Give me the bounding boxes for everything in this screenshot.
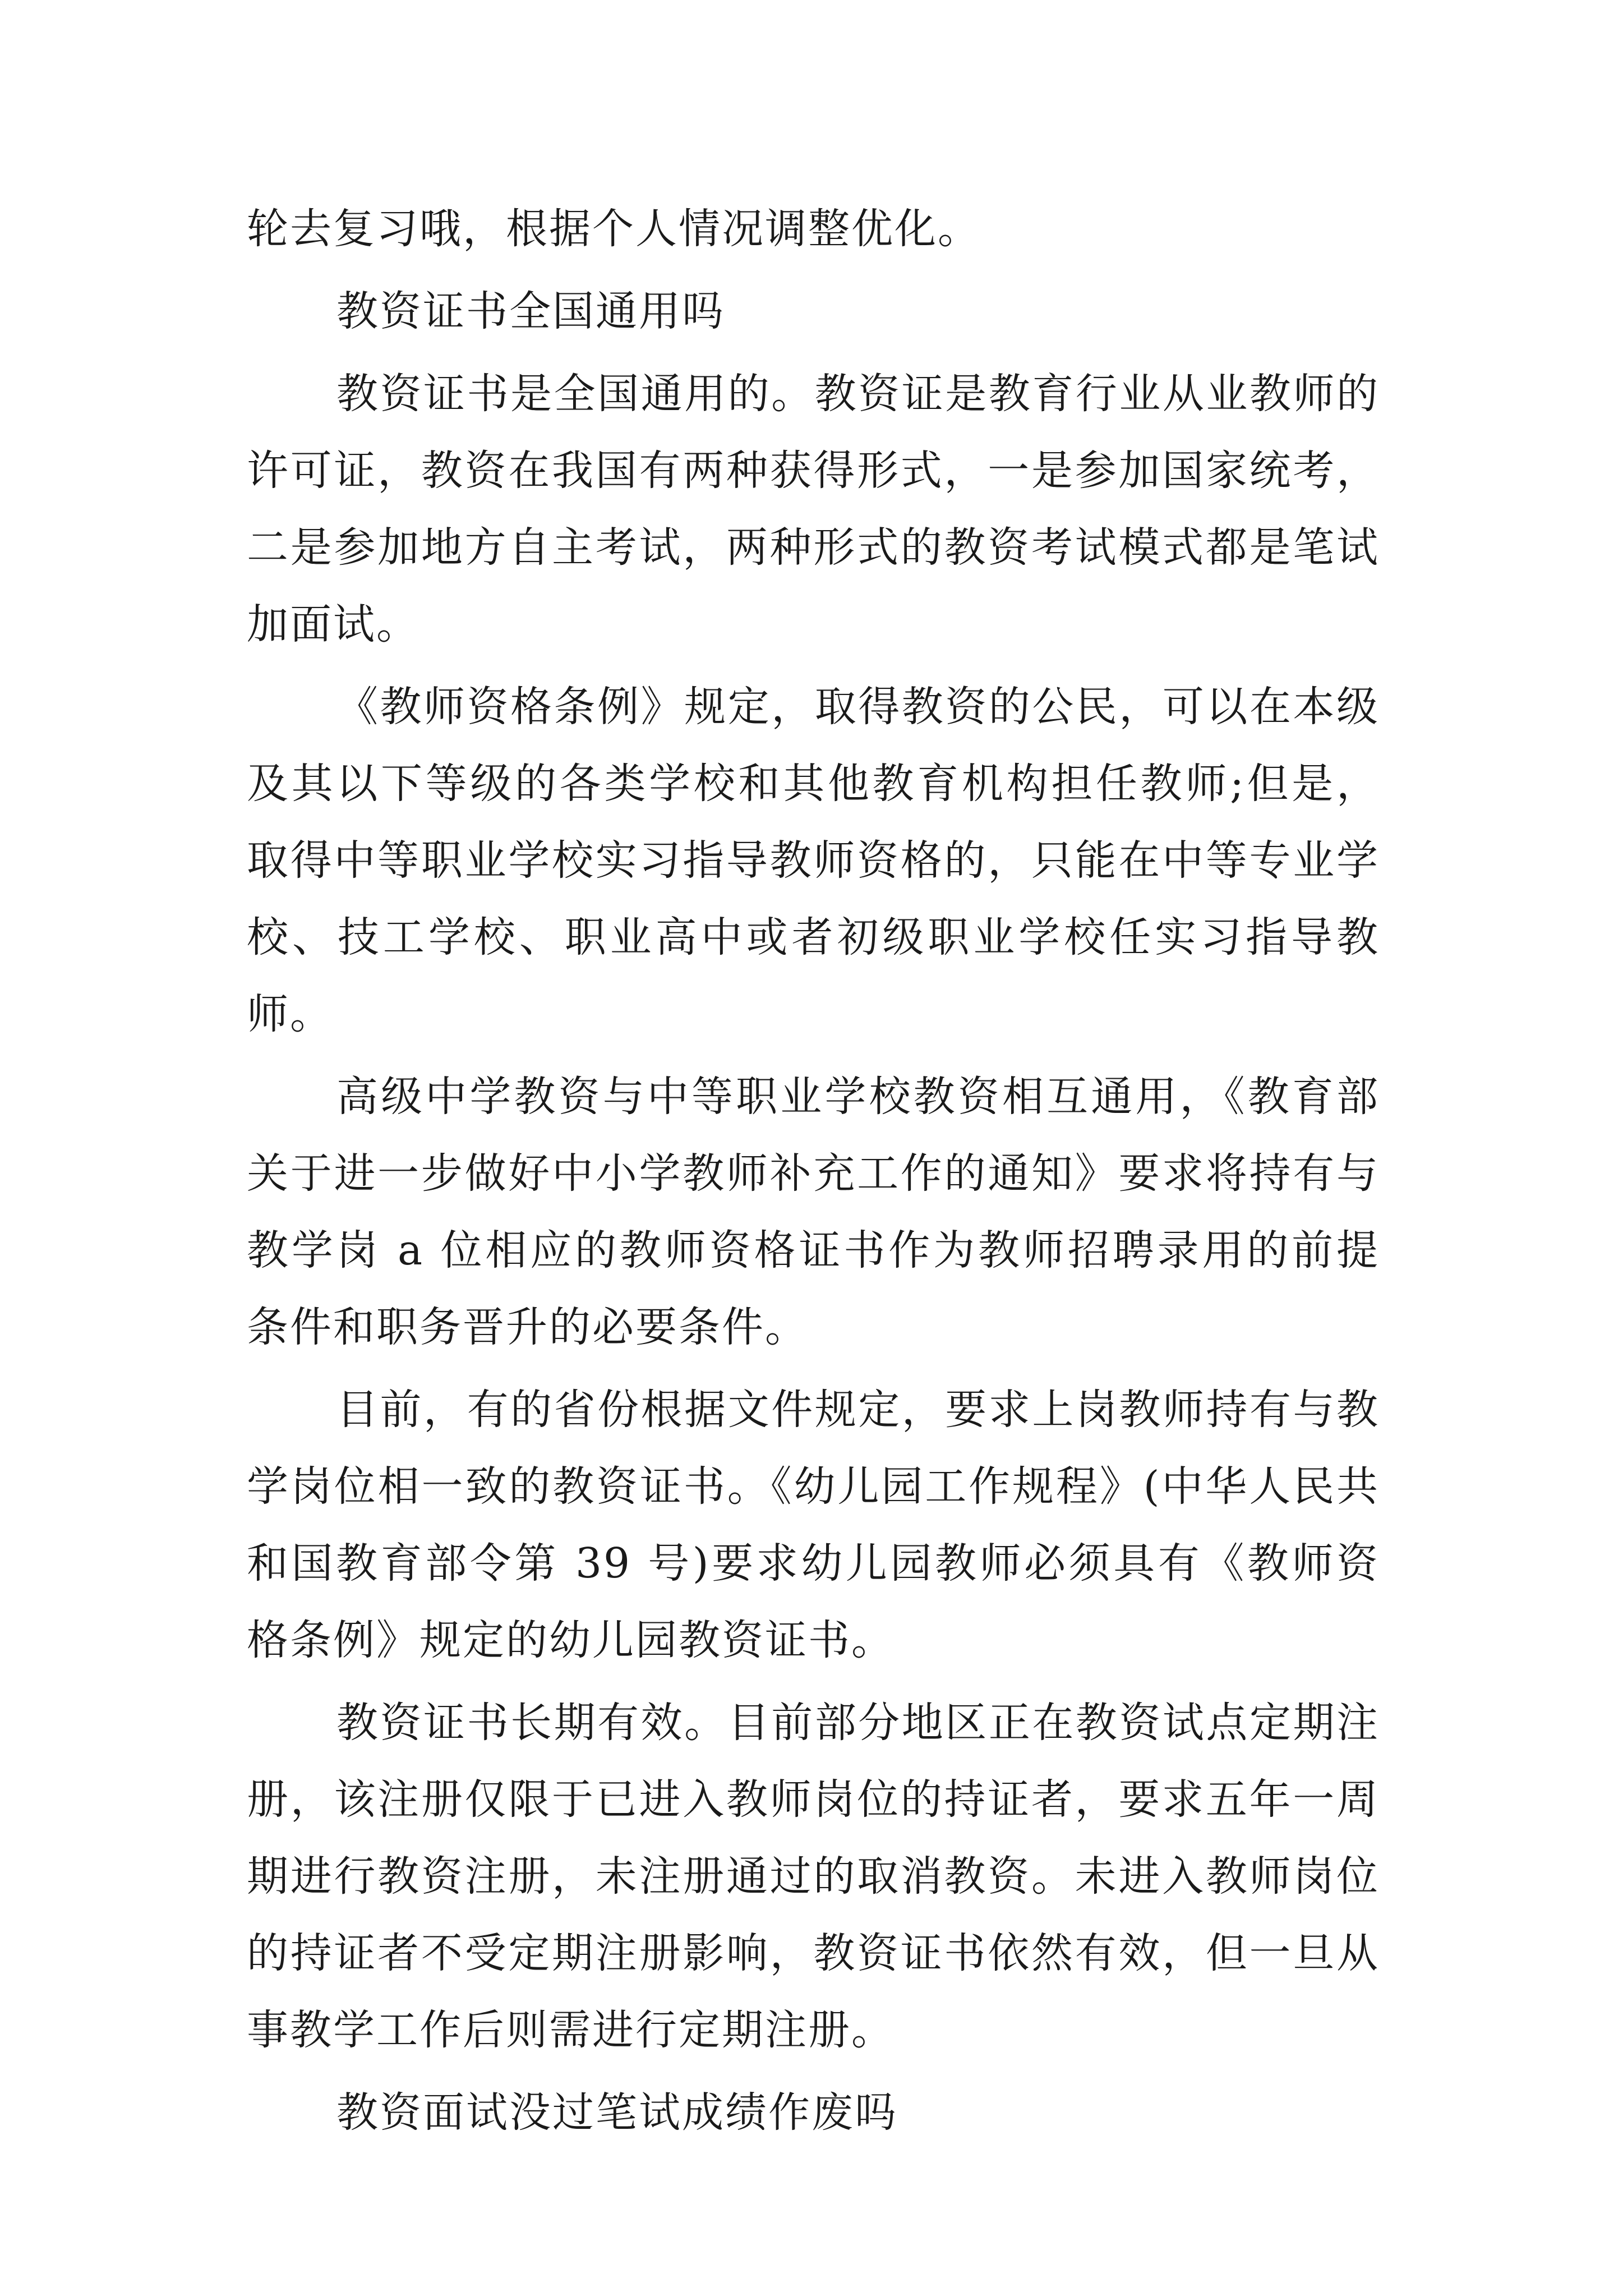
paragraph-long-term-validity: 教资证书长期有效。目前部分地区正在教资试点定期注册，该注册仅限于已进入教师岗位的持证者，要求五年一周期进行教资注册，未注册通过的取消教资。未进入教师岗位的持证者不受定期注册影响，教资证书依然有效，但一旦从事教学工作后则需进行定期注册。	[247, 1699, 1380, 2054]
paragraph-regulations: 《教师资格条例》规定，取得教资的公民，可以在本级及其以下等级的各类学校和其他教育机构担任教师;但是，取得中等职业学校实习指导教师资格的，只能在中等专业学校、技工学校、职业高中或者初级职业学校任实习指导教师。	[247, 683, 1380, 1038]
paragraph-continuation: 轮去复习哦，根据个人情况调整优化。	[247, 205, 981, 253]
section-heading-interview-failure: 教资面试没过笔试成绩作废吗	[336, 2088, 898, 2137]
paragraph-nationwide-validity: 教资证书是全国通用的。教资证是教育行业从业教师的许可证，教资在我国有两种获得形式，一是参加国家统考，二是参加地方自主考试，两种形式的教资考试模式都是笔试加面试。	[247, 370, 1380, 648]
paragraph-provincial-requirements: 目前，有的省份根据文件规定，要求上岗教师持有与教学岗位相一致的教资证书。《幼儿园工作规程》(中华人民共和国教育部令第 39 号)要求幼儿园教师必须具有《教师资格条例》规定的幼儿园教资证书。	[247, 1386, 1380, 1664]
paragraph-mutual-recognition: 高级中学教资与中等职业学校教资相互通用，《教育部关于进一步做好中小学教师补充工作的通知》要求将持有与教学岗 a 位相应的教师资格证书作为教师招聘录用的前提条件和职务晋升的必要条件。	[247, 1073, 1380, 1351]
document-body	[247, 191, 1380, 2151]
section-heading-certificate-nationwide: 教资证书全国通用吗	[336, 287, 725, 335]
